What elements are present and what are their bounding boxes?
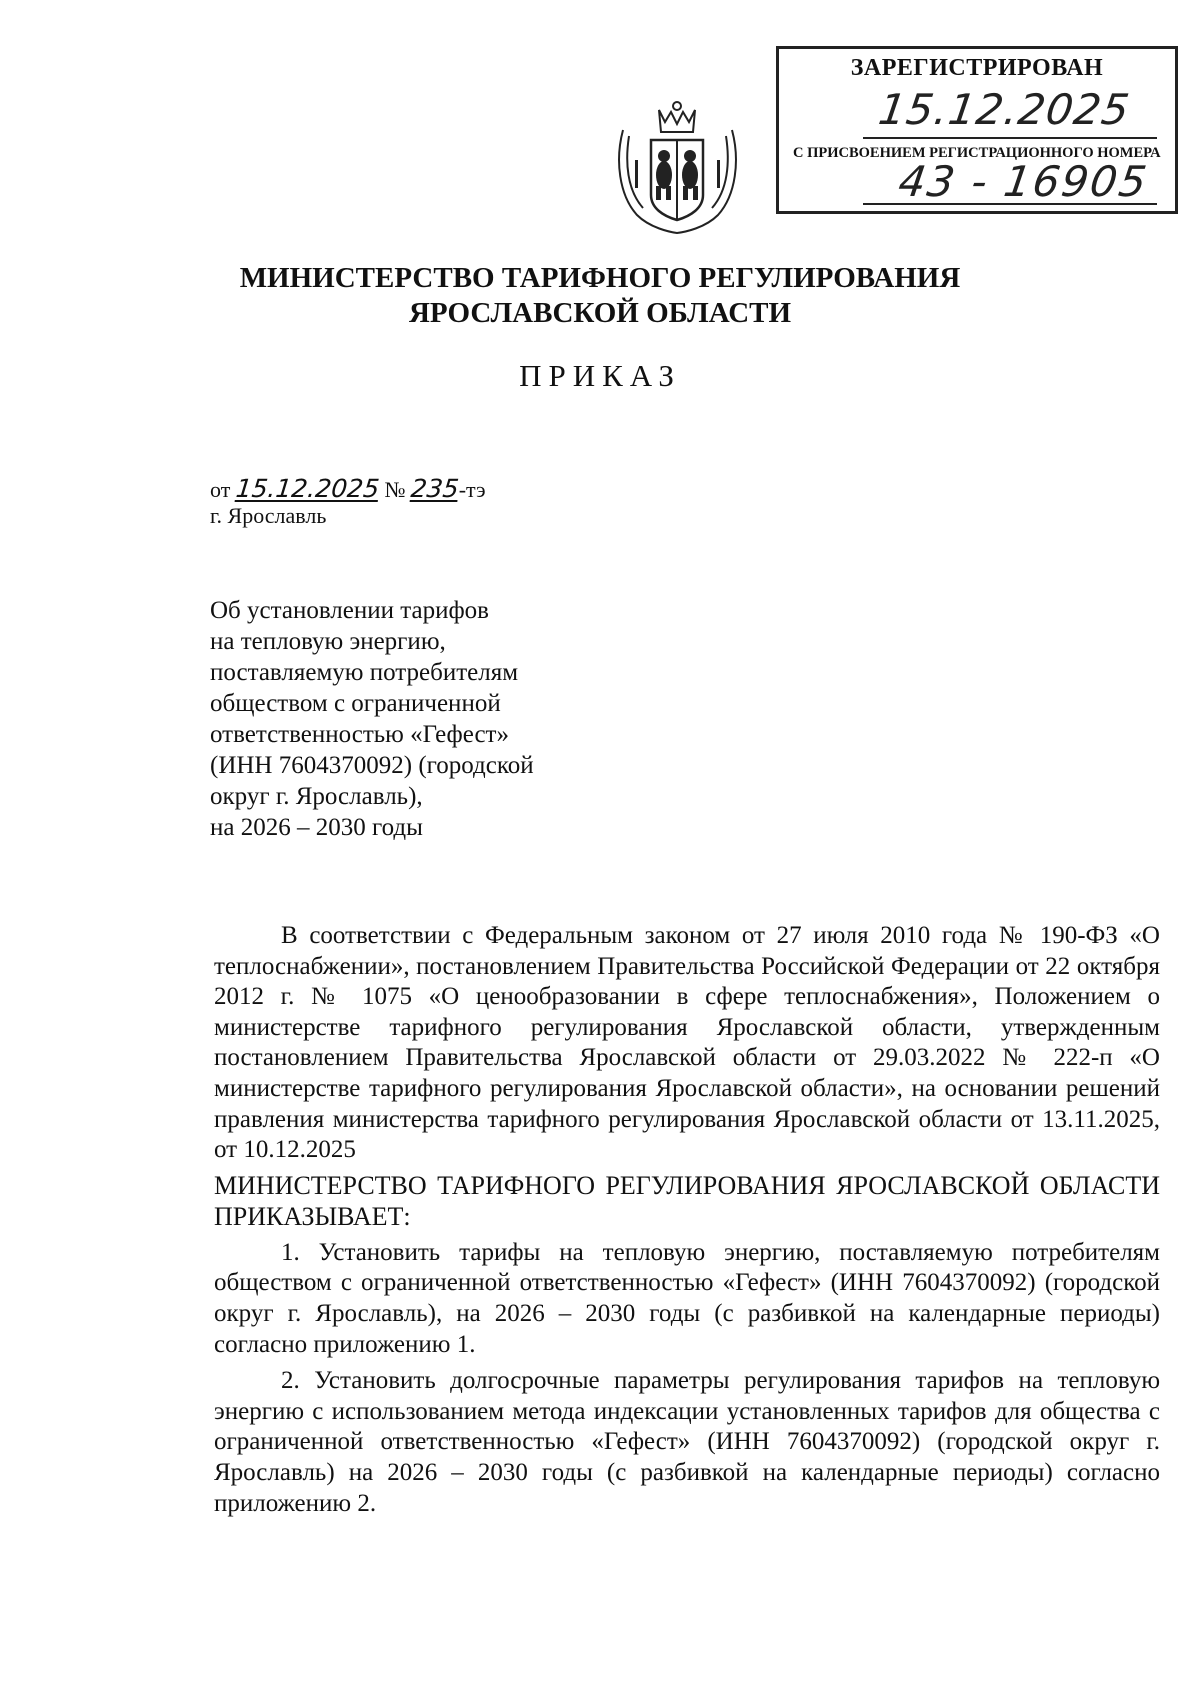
order-subject [210,595,630,843]
number-prefix: № [384,477,406,502]
preamble-paragraph: В соответствии с Федеральным законом от 27 июля 2010 года № 190-ФЗ «О теплоснабжении», постановлением Правительства Российской Федерации от 22 октября 2012 г. № 1075 «О ценообразовании в сфере теплоснабжения», Положением о министерстве тарифного регулирования Ярославской области, утвержденным постановлением Правительства Ярославской области от 29.03.2022 № 222-п «О министерстве тарифного регулирования Ярославской области», на основании решений правления министерства тарифного регулирования Ярославской области от 13.11.2025, от 10.12.2025 [214,922,1160,1164]
ministry-name-line1: МИНИСТЕРСТВО ТАРИФНОГО РЕГУЛИРОВАНИЯ [239,262,961,294]
order-date-number [210,474,486,503]
order-point-2: 2. Установить долгосрочные параметры регулирования тарифов на тепловую энергию с использованием метода индексации установленных тарифов для общества с ограниченной ответственностью «Гефест» (ИНН 7604370092) (городской округ г. Ярославль) на 2026 – 2030 годы (с разбивкой на календарные периоды) согласно приложению 2. [214,1367,1160,1517]
ministry-name-line2: ЯРОСЛАВСКОЙ ОБЛАСТИ [408,297,792,329]
registration-stamp [776,46,1178,214]
subject-line: поставляемую потребителям [210,659,519,686]
stamp-registration-number: 43 - 16905 [895,157,1152,206]
stamp-divider [863,203,1157,205]
coat-of-arms-icon [615,100,740,235]
document-type: ПРИКАЗ [519,358,681,393]
order-operative-line: МИНИСТЕРСТВО ТАРИФНОГО РЕГУЛИРОВАНИЯ ЯРОСЛАВСКОЙ ОБЛАСТИ ПРИКАЗЫВАЕТ: [214,1170,1160,1231]
order-date: 15.12.2025 [234,474,381,503]
subject-line: (ИНН 7604370092) (городской [210,752,534,779]
stamp-subtitle: С ПРИСВОЕНИЕМ РЕГИСТРАЦИОННОГО НОМЕРА [793,145,1161,161]
order-body [214,921,1160,1519]
subject-line: обществом с ограниченной [210,690,501,717]
city: г. Ярославль [210,503,327,528]
number-suffix: -тэ [458,477,486,502]
subject-line: ответственностью «Гефест» [210,721,509,748]
stamp-divider [863,137,1157,139]
order-number: 235 [409,474,461,503]
stamp-date: 15.12.2025 [875,85,1133,134]
subject-line: на 2026 – 2030 годы [210,814,423,841]
subject-line: на тепловую энергию, [210,628,446,655]
order-point-1: 1. Установить тарифы на тепловую энергию, поставляемую потребителям обществом с ограниченной ответственностью «Гефест» (ИНН 7604370092) (городской округ г. Ярославль), на 2026 – 2030 годы (с разбивкой на календарные периоды) согласно приложению 1. [214,1238,1160,1358]
subject-line: Об установлении тарифов [210,597,489,624]
subject-line: округ г. Ярославль), [210,783,423,810]
date-prefix: от [210,477,231,502]
stamp-title: ЗАРЕГИСТРИРОВАН [850,55,1104,81]
